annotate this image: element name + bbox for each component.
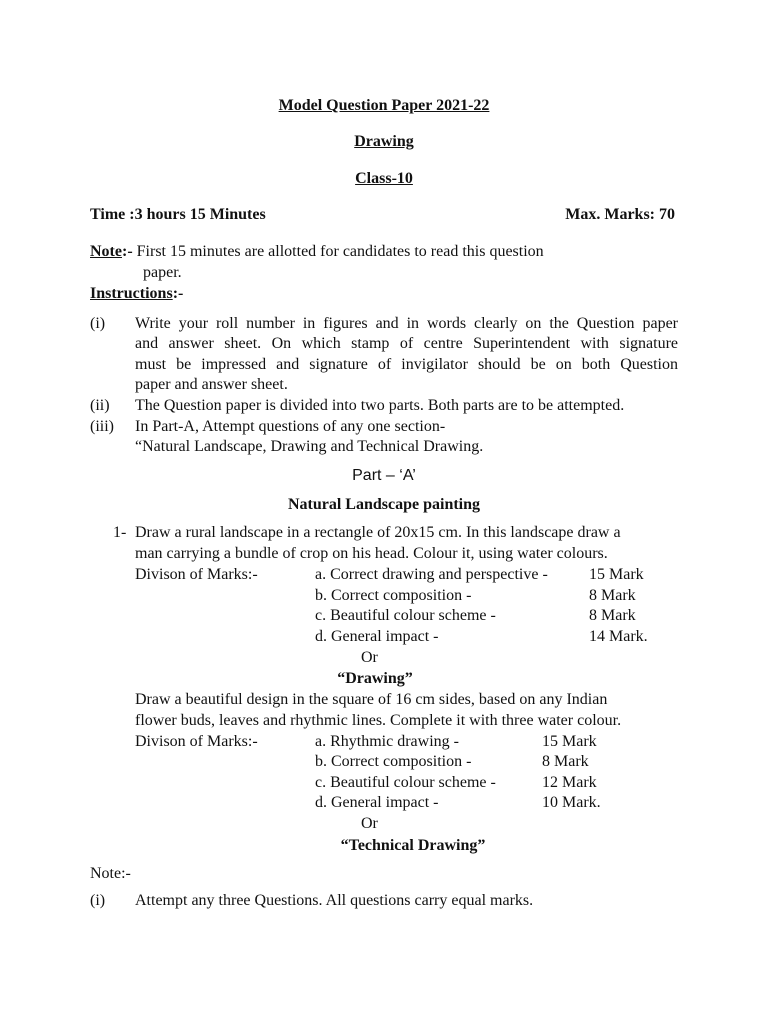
max-marks: Max. Marks: 70: [565, 206, 675, 223]
marks-value: 8 Mark: [589, 607, 636, 624]
or-separator: Or: [361, 649, 378, 666]
marks-item: b. Correct composition -: [315, 587, 472, 604]
marks-item: a. Rhythmic drawing -: [315, 733, 459, 750]
marks-item: a. Correct drawing and perspective -: [315, 566, 548, 583]
or-separator: Or: [361, 815, 378, 832]
instruction-2-line-1: The Question paper is divided into two parts. Both parts are to be attempted.: [135, 397, 625, 414]
technical-note-label: Note:-: [90, 865, 131, 882]
marks-value: 15 Mark: [542, 733, 597, 750]
instruction-number: (iii): [90, 418, 114, 435]
instruction-1-line-3: must be impressed and signature of invigilator should be on both Question: [135, 356, 678, 373]
marks-value: 12 Mark: [542, 774, 597, 791]
marks-value: 8 Mark: [589, 587, 636, 604]
instruction-1-line-2: and answer sheet. On which stamp of centre Superintendent with signature: [135, 335, 678, 352]
instruction-number: (i): [90, 315, 106, 332]
class-heading: Class-10: [355, 170, 413, 187]
time-allowed: Time :3 hours 15 Minutes: [90, 206, 266, 223]
section-drawing-title: “Drawing”: [337, 670, 413, 687]
marks-value: 8 Mark: [542, 753, 589, 770]
note-line-1: Note:- First 15 minutes are allotted for candidates to read this question: [90, 243, 544, 260]
q1-text-line-2: man carrying a bundle of crop on his head. Colour it, using water colours.: [135, 545, 608, 562]
instructions-heading: Instructions:-: [90, 285, 184, 302]
instruction-3-line-1: In Part-A, Attempt questions of any one section-: [135, 418, 446, 435]
note-text-1: First 15 minutes are allotted for candidates to read this question: [136, 243, 544, 260]
note-label: Note: [90, 243, 122, 260]
marks-value: 15 Mark: [589, 566, 644, 583]
marks-item: b. Correct composition -: [315, 753, 472, 770]
marks-item: c. Beautiful colour scheme -: [315, 607, 496, 624]
section-natural-landscape-title: Natural Landscape painting: [287, 496, 481, 513]
q1-text-line-1: Draw a rural landscape in a rectangle of 20x15 cm. In this landscape draw a: [135, 524, 621, 541]
marks-division-label: Divison of Marks:-: [135, 733, 258, 750]
part-a-heading: Part – ‘A’: [352, 467, 416, 484]
question-number: 1-: [113, 524, 127, 541]
instruction-number: (ii): [90, 397, 110, 414]
marks-value: 10 Mark.: [542, 794, 601, 811]
q2-text-line-1: Draw a beautiful design in the square of 16 cm sides, based on any Indian: [135, 691, 608, 708]
marks-item: c. Beautiful colour scheme -: [315, 774, 496, 791]
instruction-1-line-1: Write your roll number in figures and in words clearly on the Question paper: [135, 315, 678, 332]
instruction-1-line-4: paper and answer sheet.: [135, 376, 288, 393]
marks-item: d. General impact -: [315, 628, 439, 645]
marks-item: d. General impact -: [315, 794, 439, 811]
paper-title: Model Question Paper 2021-22: [278, 97, 490, 114]
section-technical-drawing-title: “Technical Drawing”: [340, 837, 486, 854]
marks-value: 14 Mark.: [589, 628, 648, 645]
q2-text-line-2: flower buds, leaves and rhythmic lines. Complete it with three water colour.: [135, 712, 622, 729]
instruction-3-line-2: “Natural Landscape, Drawing and Technical Drawing.: [135, 438, 484, 455]
note-line-2: paper.: [143, 264, 182, 281]
technical-note-text: Attempt any three Questions. All questions carry equal marks.: [135, 892, 534, 909]
subject-heading: Drawing: [354, 133, 414, 150]
marks-division-label: Divison of Marks:-: [135, 566, 258, 583]
technical-note-number: (i): [90, 892, 106, 909]
